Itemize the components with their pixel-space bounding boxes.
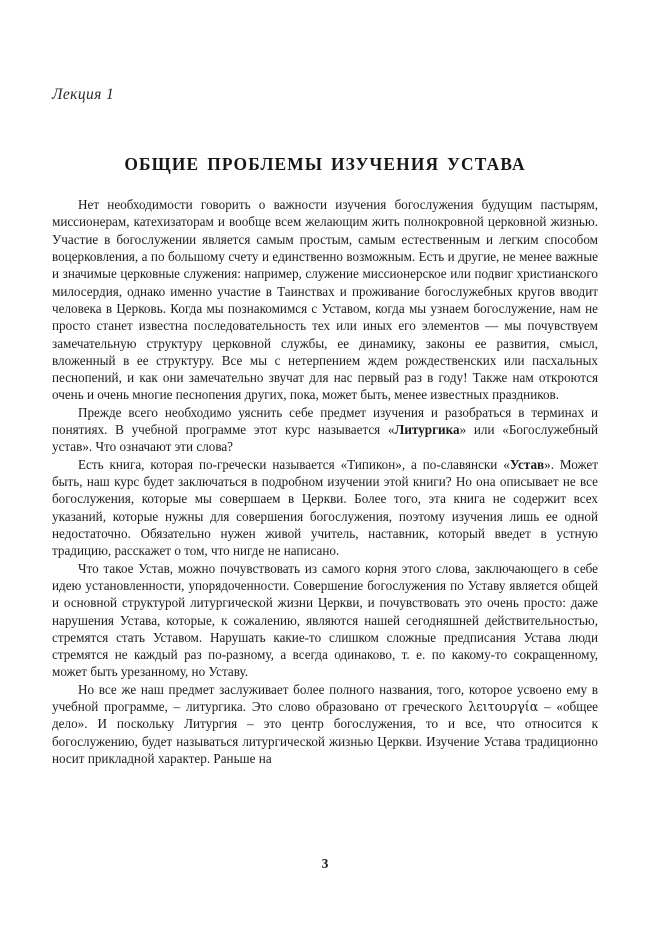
lecture-label: Лекция 1 bbox=[52, 86, 115, 103]
paragraph-4: Что такое Устав, можно почувствовать из самого корня этого слова, заключающего в себе идею установленности, упорядоченности. Совершение богослужения по Уставу является общей и основной структурой литургической жизни Церкви, и почувствовать это очень просто: даже нарушения Устава, которые, к сожалению, являются нашей сегодняшней действительностью, стремятся стать Уставом. Нарушать какие-то слишком сложные предписания Устава люди стремятся не каждый раз по-разному, а всегда одинаково, т. е. по какому-то сокращенному, может быть урезанному, но Уставу. bbox=[52, 560, 598, 680]
paragraph-5 bbox=[52, 681, 598, 768]
page-title: ОБЩИЕ ПРОБЛЕМЫ ИЗУЧЕНИЯ УСТАВА bbox=[124, 153, 526, 174]
paragraph-5-part-a: Но все же наш предмет заслуживает более полного названия, того, которое усвоено ему в учебной программе, – литургика. Это слово образовано от греческого bbox=[52, 681, 598, 715]
body-text bbox=[52, 196, 598, 767]
paragraph-2 bbox=[52, 404, 598, 456]
paragraph-3 bbox=[52, 456, 598, 560]
paragraph-5-part-b: – «общее дело». И поскольку Литургия – это центр богослужения, то и все, что относится к богослужению, будет называться литургической жизнью Церкви. Изучение Устава традиционно носит прикладной характер. Раньше на bbox=[52, 699, 598, 766]
term-ustav: Устав bbox=[509, 456, 545, 472]
page-number: 3 bbox=[321, 856, 329, 871]
paragraph-3-part-a: Есть книга, которая по-гречески называется «Типикон», а по-славянски « bbox=[78, 456, 510, 472]
greek-term-leitourgia: λειτουργία bbox=[468, 699, 539, 715]
term-liturgika: Литургика bbox=[394, 422, 460, 438]
paragraph-3-part-b: ». Может быть, наш курс будет заключаться в подробном изучении этой книги? Но она описывает не все богослужения, которые мы совершаем в Церкви. Более того, эта книга не содержит всех указаний, которые нужны для совершения богослужения, поэтому изучения лишь ее одной недостаточно. Обязательно нужен живой учитель, наставник, который введет в устную традицию, расскажет о том, что нигде не написано. bbox=[52, 456, 598, 559]
paragraph-2-part-b: » или «Богослужебный устав». Что означают эти слова? bbox=[52, 422, 598, 455]
paragraph-2-part-a: Прежде всего необходимо уяснить себе предмет изучения и разобраться в терминах и понятиях. В учебной программе этот курс называется « bbox=[52, 404, 598, 438]
paragraph-1: Нет необходимости говорить о важности изучения богослужения будущим пастырям, миссионерам, катехизаторам и вообще всем желающим жить полнокровной церковной жизнью. Участие в богослужении является самым простым, самым естественным и легким способом воцерковления, а по большому счету и единственно возможным. Есть и другие, не менее важные и значимые церковные служения: например, служение миссионерское или подвиг христианского милосердия, однако именно участие в Таинствах и проживание богослужебных кругов вводит человека в Церковь. Когда мы познакомимся с Уставом, когда мы узнаем богослужение, нам не просто станет известна последовательность тех или иных его элементов — мы почувствуем замечательную структуру церковной службы, ее динамику, законы ее развития, смысл, вложенный в ее структуру. Все мы с нетерпением ждем рождественских или пасхальных песнопений, и как они замечательно звучат для нас первый раз в году! Также нам откроются очень и очень многие песнопения других, пока, может быть, менее известных праздников. bbox=[52, 197, 598, 403]
